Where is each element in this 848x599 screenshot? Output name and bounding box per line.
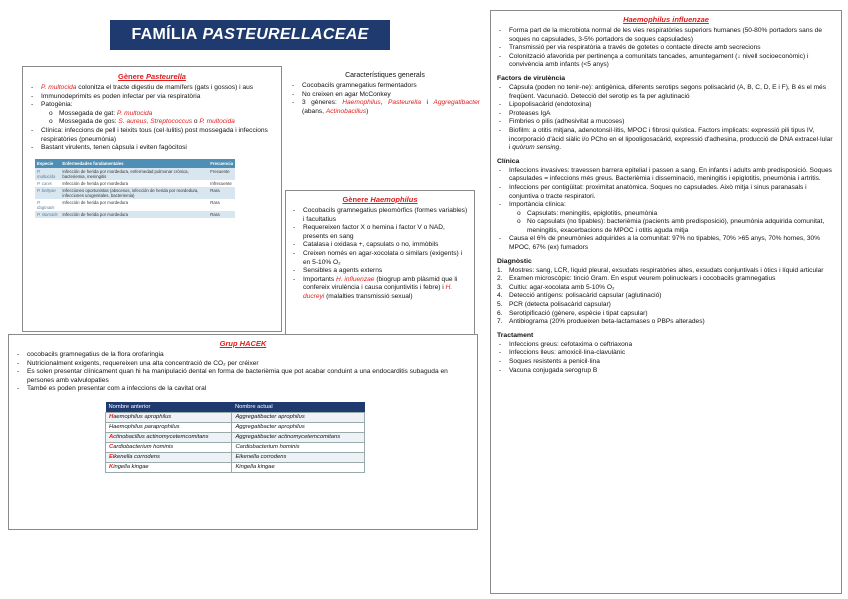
list-item: - Cocobacils gramnegatius fermentadors bbox=[290, 82, 480, 91]
list-item: o No capsulats (no tipables): bacterièmia (pacients amb predisposició), pneumònia adquirida comunitat, meningitis, exacerbacions de MPOC i otitis aguda mitja bbox=[497, 218, 835, 235]
influenzae-list bbox=[497, 27, 835, 70]
haemophilus-list bbox=[291, 207, 469, 302]
pasteurella-header: Gènere Pasteurella bbox=[118, 72, 186, 81]
table-row: Eikenella corrodens Eikenella corrodens bbox=[106, 452, 365, 462]
list-item: - 3 gèneres: Haemophilus, Pasteurella i Aggregatibacter (abans, Actinobacillus) bbox=[290, 99, 480, 116]
list-item: - Vacuna conjugada serogrup B bbox=[497, 367, 835, 376]
pasteurella-species-table bbox=[35, 159, 235, 218]
list-item: - Clínica: infeccions de pell i teixits tous (cel·lulitis) post mossegada i infeccions respiratòries (pneumònia) bbox=[29, 127, 275, 144]
list-item: - Fimbries o pilis (adhesivitat a mucoses) bbox=[497, 118, 835, 127]
table-row: Actinobacillus actinomycetemcomitans Aggregatibacter actinomycetemcomitans bbox=[106, 432, 365, 442]
table-header: Frecuencia bbox=[208, 159, 235, 168]
list-item: - P. multocida colonitza el tracte digestiu de mamífers (gats i gossos) i aus bbox=[29, 84, 275, 93]
list-item: 5. PCR (detecta polisacàrid capsular) bbox=[497, 301, 835, 310]
pasteurella-list bbox=[29, 84, 275, 153]
list-item: - També es poden presentar com a infeccions de la cavitat oral bbox=[15, 385, 471, 394]
table-row: Haemophilus paraprophilus Aggregatibacter aprophilus bbox=[106, 422, 365, 432]
list-item: 1. Mostres: sang, LCR, líquid pleural, exsudats respiratòries altes, exsudats conjuntivals i òtics i líquid articular bbox=[497, 267, 835, 276]
list-item: 7. Antibiograma (20% produeixen beta-lactamases o PBPs alterades) bbox=[497, 318, 835, 327]
list-item: - No creixen en agar McConkey bbox=[290, 91, 480, 100]
table-header: Especie bbox=[35, 159, 60, 168]
list-item: - Catalasa i oxidasa +, capsulats o no, immòbils bbox=[291, 241, 469, 250]
general-list bbox=[290, 82, 480, 116]
list-item: - Infeccions greus: cefotaxima o ceftriaxona bbox=[497, 341, 835, 350]
table-row: P. bettyae Infecciones oportunistas (abscesos, infección de herida por mordedura, infecciones urogenitales, bacteriemia) Rara bbox=[35, 187, 235, 199]
haemophilus-header: Gènere Haemophilus bbox=[342, 195, 418, 204]
list-item: - Requereixen factor X o hemina i factor V o NAD, presents en sang bbox=[291, 224, 469, 241]
list-item: o Mossegada de gos: S. aureus, Streptococcus o P. multocida bbox=[29, 118, 275, 127]
list-item: - Importants H. influenzae (biogrup amb plàsmid que li confereix virulència i causa conjuntivitis i febre) i H. ducreyi (malalties transmissió sexual) bbox=[291, 276, 469, 302]
list-item: - Bastant virulents, tenen càpsula i eviten fagòcitosi bbox=[29, 144, 275, 153]
haemophilus-box bbox=[285, 190, 475, 340]
list-item: - Sensibles a agents externs bbox=[291, 267, 469, 276]
list-item: - Infeccions invasives: travessen barrera epitelial i passen a sang. En infants i adults amb predisposició. Soques capsulades = infeccions més greus. Bacterièmia i disseminació, meningitis i epiglotitis, pneumònia i artritis. bbox=[497, 167, 835, 184]
pasteurella-box bbox=[22, 66, 282, 332]
title-main: FAMÍLIA bbox=[131, 26, 198, 43]
list-item: - Càpsula (poden no tenir-ne): antigènica, diferents serotips segons polisacàrid (A, B, C, D, E i F), B és el més freqüent. Vacunació. Detecció del serotip es fa per aglutinació bbox=[497, 84, 835, 101]
hacek-table bbox=[105, 402, 365, 473]
list-item: - cocobacils gramnegatius de la flora orofaríngia bbox=[15, 351, 471, 360]
list-item: - Colonització afavorida per pertinença a comunitats tancades, amuntegament (↓ nivell socioeconòmic) i convivència amb infants (<5 anys) bbox=[497, 53, 835, 70]
list-item: - Lipopolisacàrid (endotoxina) bbox=[497, 101, 835, 110]
table-row: P. stomatis Infección de herida por mordedura Rara bbox=[35, 211, 235, 218]
list-item: - Biofilm: a otitis mitjana, adenotonsil·litis, MPOC i fibrosi quística. Factors implicats: expressió pili tipus IV, incorporació d'àcid siàlic i/o PCho en el lipooligosacàrid, expressió d'adhesina, producció de DNA extracel·lular i quòrum sensing. bbox=[497, 127, 835, 153]
list-item: - Infeccions per contigüitat: proximitat anatòmica. Soques no capsulades. Això mitja i sinus paranasals i conjuntiva o tracte respiratori. bbox=[497, 184, 835, 201]
table-row: P. multocida Infección de herida por mordedura, enfermedad pulmonar crónica, bacteriemia, meningitis Frecuente bbox=[35, 168, 235, 180]
influenzae-header: Haemophilus influenzae bbox=[623, 15, 709, 24]
list-item: 6. Serotipificació (gènere, espècie i tipat capsular) bbox=[497, 310, 835, 319]
list-item: - Nutricionalment exigents, requereixen una alta concentració de CO₂ per créixer bbox=[15, 360, 471, 369]
list-item: - Soques resistents a penicil·lina bbox=[497, 358, 835, 367]
list-item: - Cocobacils gramnegatius pleomòrfics (formes variables) i facultatius bbox=[291, 207, 469, 224]
list-item: 4. Detecció antígens: polisacàrid capsular (aglutinació) bbox=[497, 292, 835, 301]
list-item: 3. Cultiu: agar-xocolata amb 5-10% O₂ bbox=[497, 284, 835, 293]
diagnostic-list bbox=[497, 267, 835, 327]
list-item: - Patogènia: bbox=[29, 101, 275, 110]
list-item: - Causa el 6% de pneumònies adquirides a la comunitat: 97% no tipables, 70% >65 anys, 70% homes, 30% MPOC, 67% (ex) fumadors bbox=[497, 235, 835, 252]
list-item: - Es solen presentar clínicament quan hi ha manipulació dental en forma de bacterièmia que pot acabar conduint a una endocarditis subaguda en persones amb valvulopaties bbox=[15, 368, 471, 385]
table-row: Haemophilus aprophilus Aggregatibacter aprophilus bbox=[106, 412, 365, 422]
table-row: P. canis Infección de herida por mordedura Infrecuente bbox=[35, 180, 235, 187]
list-item: - Creixen només en agar-xocolata o similars (exigents) i en 5-10% O₂ bbox=[291, 250, 469, 267]
hacek-list bbox=[15, 351, 471, 394]
list-item: - Transmissió per via respiratòria a través de gotetes o contacte directe amb secrecions bbox=[497, 44, 835, 53]
general-title: Característiques generals bbox=[345, 72, 425, 79]
virulence-title: Factors de virulència bbox=[497, 74, 565, 82]
influenzae-box bbox=[490, 10, 842, 594]
tractament-title: Tractament bbox=[497, 331, 534, 339]
hacek-box bbox=[8, 334, 478, 530]
list-item: - Forma part de la microbiota normal de les vies respiratòries superiors humanes (50-80% portadors sans de soques no capsulades, 3-5% portadors de soques capsulades) bbox=[497, 27, 835, 44]
title-italic: PASTEURELLACEAE bbox=[202, 26, 369, 43]
table-row: P. dagmatis Infección de herida por mordedura Rara bbox=[35, 199, 235, 211]
clinica-list bbox=[497, 167, 835, 253]
table-header: Nombre actual bbox=[232, 402, 365, 413]
page-title bbox=[110, 20, 390, 50]
clinica-title: Clínica bbox=[497, 157, 520, 165]
list-item: o Capsulats: meningitis, epiglotitis, pneumònia bbox=[497, 210, 835, 219]
list-item: - Immunodeprimits es poden infectar per via respiratòria bbox=[29, 93, 275, 102]
tractament-list bbox=[497, 341, 835, 375]
list-item: - Infeccions lleus: amoxicil·lina-clavulànic bbox=[497, 349, 835, 358]
diagnostic-title: Diagnòstic bbox=[497, 257, 532, 265]
table-row: Cardiobacterium hominis Cardiobacterium hominis bbox=[106, 442, 365, 452]
table-header: Enfermedades fundamentales bbox=[60, 159, 208, 168]
virulence-list bbox=[497, 84, 835, 153]
list-item: - Importància clínica: bbox=[497, 201, 835, 210]
table-row: Kingella kingae Kingella kingae bbox=[106, 462, 365, 472]
hacek-header: Grup HACEK bbox=[219, 339, 267, 348]
list-item: o Mossegada de gat: P. multocida bbox=[29, 110, 275, 119]
list-item: 2. Examen microscòpic: tinció Gram. En esput veurem polinuclears i cocobacils gramnegatius bbox=[497, 275, 835, 284]
list-item: - Proteases IgA bbox=[497, 110, 835, 119]
table-header: Nombre anterior bbox=[106, 402, 232, 413]
general-characteristics bbox=[290, 72, 480, 116]
